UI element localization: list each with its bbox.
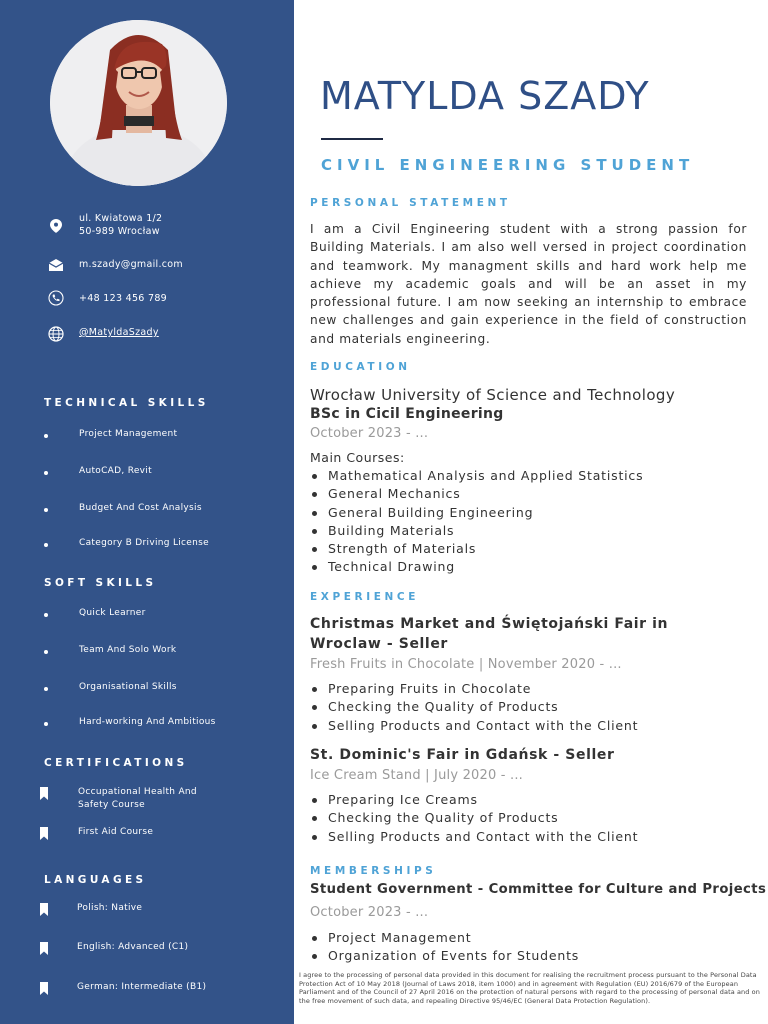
membership-date: October 2023 - ... xyxy=(310,905,429,920)
membership-list xyxy=(310,929,579,966)
courses-list xyxy=(310,467,643,577)
list-item: Mathematical Analysis and Applied Statistics xyxy=(310,467,643,485)
envelope-icon xyxy=(47,256,65,274)
languages-heading: LANGUAGES xyxy=(44,874,147,886)
bullet-dot xyxy=(44,508,48,512)
list-item: Preparing Ice Creams xyxy=(310,791,638,809)
list-item: Organization of Events for Students xyxy=(310,947,579,965)
bullet-dot xyxy=(44,434,48,438)
bullet-dot xyxy=(44,687,48,691)
education-date: October 2023 - ... xyxy=(310,426,429,441)
list-item: Strength of Materials xyxy=(310,540,643,558)
job-duties-list xyxy=(310,791,638,846)
job-meta: Fresh Fruits in Chocolate | November 2020 - ... xyxy=(310,657,622,672)
degree-name: BSc in Cicil Engineering xyxy=(310,406,504,422)
school-name: Wrocław University of Science and Technology xyxy=(310,386,676,404)
gdpr-disclaimer: I agree to the processing of personal data provided in this document for realising the recruitment process pursuant to the Personal Data Protection Act of 10 May 2018 (Journal of Laws 2018, item 1000) and in agreement with Regulation (EU) 2016/679 of the European Parliament and of the Council of 27 April 2016 on the protection of natural persons with regard to the processing of personal data and on the free movement of such data, and repealing Directive 95/46/EC (General Data Protection Regulation). xyxy=(299,971,760,1005)
candidate-name: MATYLDA SZADY xyxy=(320,74,650,118)
skill-text: Budget And Cost Analysis xyxy=(79,503,202,513)
skill-text: Team And Solo Work xyxy=(79,645,177,655)
bullet-dot xyxy=(44,722,48,726)
skill-text: Organisational Skills xyxy=(79,682,177,692)
handle-link[interactable]: @MatyldaSzady xyxy=(79,327,159,338)
list-item: Checking the Quality of Products xyxy=(310,698,638,716)
list-item: Project Management xyxy=(310,929,579,947)
location-pin-icon xyxy=(47,217,65,235)
certification-text: Occupational Health And Safety Course xyxy=(78,787,197,810)
certifications-heading: CERTIFICATIONS xyxy=(44,757,188,769)
bookmark-icon xyxy=(40,827,48,840)
list-item: Technical Drawing xyxy=(310,558,643,576)
list-item: Selling Products and Contact with the Client xyxy=(310,717,638,735)
list-item: Selling Products and Contact with the Client xyxy=(310,828,638,846)
bookmark-icon xyxy=(40,903,48,916)
soft-skills-heading: SOFT SKILLS xyxy=(44,577,157,589)
job-meta: Ice Cream Stand | July 2020 - ... xyxy=(310,768,524,783)
address-text: ul. Kwiatowa 1/2 50-989 Wrocław xyxy=(79,213,163,237)
job-duties-list xyxy=(310,680,638,735)
skill-text: AutoCAD, Revit xyxy=(79,466,152,476)
globe-icon xyxy=(47,325,65,343)
email-text[interactable]: m.szady@gmail.com xyxy=(79,259,183,270)
education-heading: EDUCATION xyxy=(310,361,411,373)
sidebar xyxy=(0,0,294,1024)
bullet-dot xyxy=(44,650,48,654)
profile-photo xyxy=(50,20,227,186)
list-item: General Building Engineering xyxy=(310,504,643,522)
bookmark-icon xyxy=(40,942,48,955)
personal-statement-text: I am a Civil Engineering student with a strong passion for Building Materials. I am also well versed in project coordination and teamwork. My managment skills and hard work help me achieve my academic goals and will be an asset in my professional future. I am now seeking an internship to embrace new challenges and gain experience in the field of construction and materials engineering. xyxy=(310,222,747,346)
language-text: English: Advanced (C1) xyxy=(77,942,189,952)
technical-skills-heading: TECHNICAL SKILLS xyxy=(44,397,209,409)
candidate-role: CIVIL ENGINEERING STUDENT xyxy=(321,156,695,174)
list-item: Checking the Quality of Products xyxy=(310,809,638,827)
list-item: General Mechanics xyxy=(310,485,643,503)
personal-statement-heading: PERSONAL STATEMENT xyxy=(310,197,511,209)
phone-icon xyxy=(47,289,65,307)
job-title: Christmas Market and Świętojański Fair in Wroclaw - Seller xyxy=(310,616,669,652)
bookmark-icon xyxy=(40,787,48,800)
name-underline xyxy=(321,138,383,140)
skill-text: Quick Learner xyxy=(79,608,146,618)
profile-photo-illustration xyxy=(50,20,227,186)
bullet-dot xyxy=(44,613,48,617)
language-text: Polish: Native xyxy=(77,903,143,913)
language-text: German: Intermediate (B1) xyxy=(77,982,207,992)
bookmark-icon xyxy=(40,982,48,995)
phone-text[interactable]: +48 123 456 789 xyxy=(79,293,168,304)
skill-text: Project Management xyxy=(79,429,178,439)
skill-text: Category B Driving License xyxy=(79,538,209,548)
bullet-dot xyxy=(44,543,48,547)
list-item: Preparing Fruits in Chocolate xyxy=(310,680,638,698)
list-item: Building Materials xyxy=(310,522,643,540)
memberships-heading: MEMBERSHIPS xyxy=(310,865,437,877)
job-title: St. Dominic's Fair in Gdańsk - Seller xyxy=(310,747,615,763)
membership-title: Student Government - Committee for Culture and Projects xyxy=(310,882,767,897)
skill-text: Hard-working And Ambitious xyxy=(79,717,216,727)
certification-text: First Aid Course xyxy=(78,827,154,837)
courses-label: Main Courses: xyxy=(310,450,405,465)
bullet-dot xyxy=(44,471,48,475)
experience-heading: EXPERIENCE xyxy=(310,591,419,603)
main-content xyxy=(294,0,768,1024)
